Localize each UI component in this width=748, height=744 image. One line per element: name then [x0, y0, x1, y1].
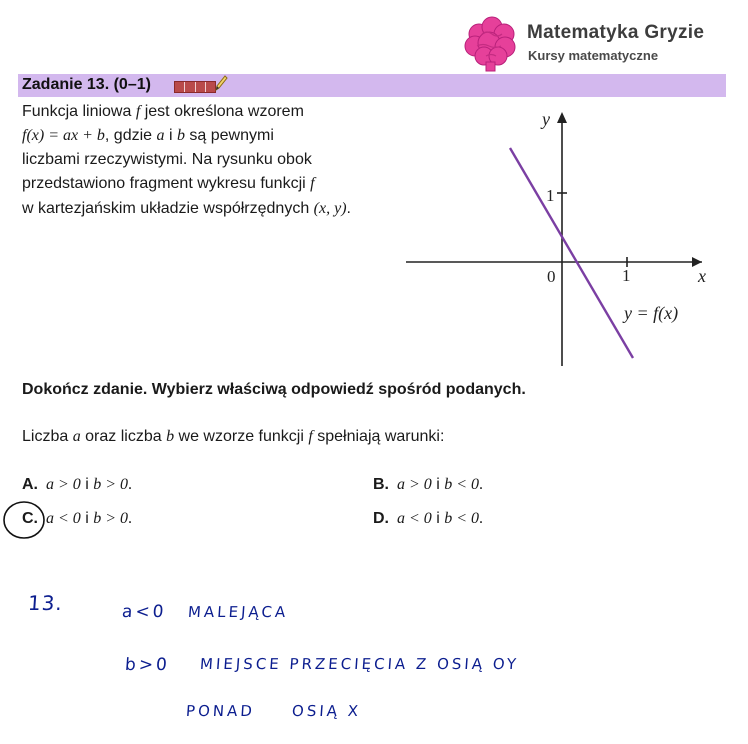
option-letter: A.	[22, 476, 38, 493]
text: we wzorze funkcji	[174, 428, 309, 445]
origin-label: 0	[547, 267, 556, 286]
condition: b < 0	[444, 476, 480, 493]
text: .	[128, 476, 133, 493]
option-b[interactable]	[373, 476, 483, 494]
handwritten-note-axis: OSIĄ X	[291, 702, 362, 720]
math-a: a	[156, 127, 165, 144]
text: i	[164, 127, 177, 144]
text: i	[80, 476, 94, 493]
option-letter: D.	[373, 510, 389, 527]
task-header-bar	[18, 74, 726, 97]
text: .	[479, 476, 484, 493]
text: .	[128, 510, 133, 527]
text: Liczba	[22, 428, 73, 445]
math-f: f	[308, 428, 313, 445]
x-tick-label: 1	[622, 266, 631, 285]
condition: b > 0	[93, 510, 129, 527]
text: .	[346, 200, 351, 217]
problem-line-2	[22, 127, 274, 145]
text: Funkcja liniowa	[22, 103, 136, 120]
handwritten-condition-a: a<0	[121, 602, 168, 622]
math-xy: (x, y)	[313, 200, 347, 217]
pencil-icon	[214, 74, 228, 92]
brand-name: Matematyka Gryzie	[527, 22, 705, 43]
condition: a < 0	[46, 510, 81, 527]
question	[22, 428, 444, 446]
curve-label: y = f(x)	[624, 303, 679, 323]
y-tick-label: 1	[546, 186, 555, 205]
text: spełniają warunki:	[312, 428, 445, 445]
selected-answer-circle	[2, 500, 46, 540]
brain-icon	[462, 14, 518, 72]
text: przedstawiono fragment wykresu funkcji	[22, 175, 311, 192]
math-b: b	[166, 428, 175, 445]
handwritten-condition-b: b>0	[124, 655, 171, 675]
condition: a < 0	[397, 510, 432, 527]
text: i	[431, 510, 445, 527]
text: i	[80, 510, 94, 527]
text: są pewnymi	[184, 127, 274, 144]
text: i	[431, 476, 445, 493]
handwritten-note-above: PONAD	[185, 702, 256, 720]
handwritten-note-intersection: MIEJSCE PRZECIĘCIA Z OSIĄ OY	[199, 655, 520, 673]
math-b: b	[176, 127, 185, 144]
instruction: Dokończ zdanie. Wybierz właściwą odpowiedź spośród podanych.	[22, 381, 526, 398]
x-axis-label: x	[698, 266, 706, 286]
task-title: Zadanie 13. (0–1)	[22, 76, 151, 93]
problem-line-4	[22, 175, 315, 193]
text: , gdzie	[104, 127, 157, 144]
condition: a > 0	[46, 476, 81, 493]
y-axis-label: y	[542, 109, 550, 129]
condition: b > 0	[93, 476, 129, 493]
problem-line-1	[22, 103, 304, 121]
option-d[interactable]	[373, 510, 483, 528]
problem-line-5	[22, 200, 351, 218]
handwritten-note-decreasing: MALEJĄCA	[187, 603, 289, 621]
math-f: f	[310, 175, 315, 192]
option-letter: B.	[373, 476, 389, 493]
score-boxes-icon	[174, 81, 216, 93]
math-a: a	[72, 428, 81, 445]
text: w kartezjańskim układzie współrzędnych	[22, 200, 314, 217]
option-a[interactable]	[22, 476, 132, 494]
text: oraz liczba	[80, 428, 167, 445]
condition: b < 0	[444, 510, 480, 527]
formula: f(x) = ax + b	[22, 127, 105, 144]
function-graph	[400, 104, 720, 374]
math-f: f	[135, 103, 141, 120]
condition: a > 0	[397, 476, 432, 493]
y-arrow-icon	[557, 112, 567, 123]
handwritten-number: 13.	[27, 591, 64, 615]
function-line	[510, 148, 633, 358]
problem-line-3: liczbami rzeczywistymi. Na rysunku obok	[22, 151, 312, 168]
brand-subtitle: Kursy matematyczne	[528, 48, 659, 63]
text: .	[479, 510, 484, 527]
text: jest określona wzorem	[140, 103, 304, 120]
option-letter: C.	[22, 510, 38, 527]
